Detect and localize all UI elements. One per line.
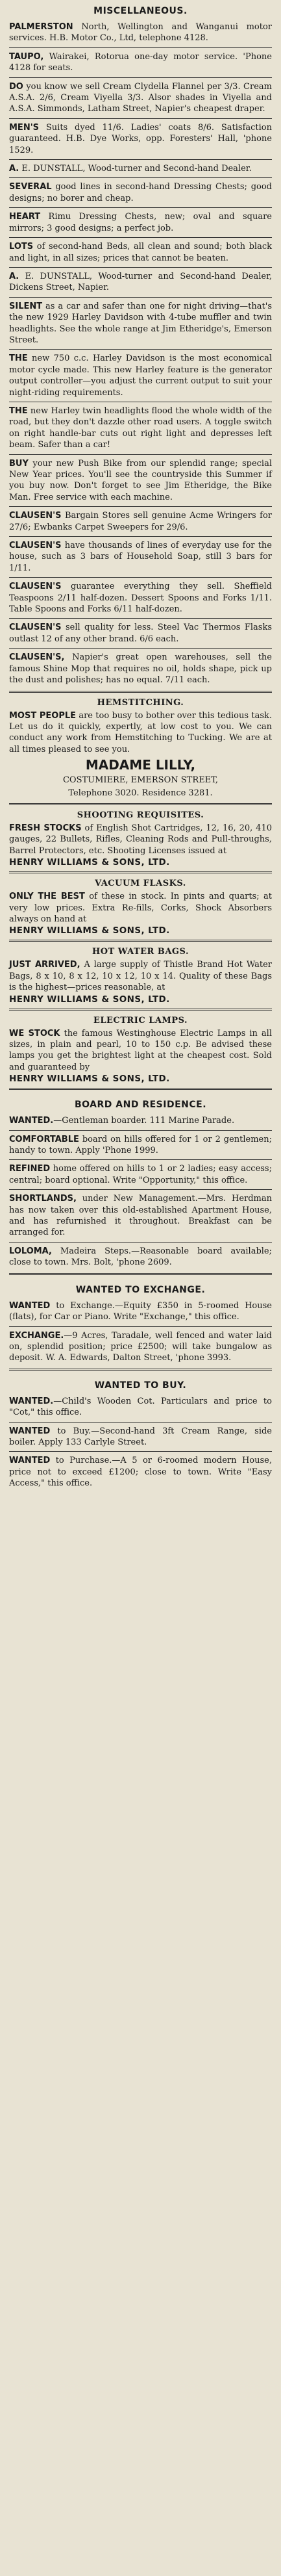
ad-text: as a car and safer than one for night driving—that's the new 1929 Harley Davidson with 4-tube muffler and twin headlights. See the whole range at Jim Etheridge's, Emerson Street. <box>9 301 272 345</box>
divider <box>9 1009 272 1011</box>
classified-ad <box>9 580 272 615</box>
ad-text: your new Push Bike from our splendid range; special New Year prices. You'll see the countryside this Summer if you buy now. Don't forget to see Jim Etheridge, the Bike Man. Free service with each machine. <box>9 458 272 502</box>
classified-ad <box>9 240 272 264</box>
divider <box>9 1273 272 1275</box>
divider <box>9 1159 272 1160</box>
advertiser-name: MADAME LILLY, <box>85 757 196 773</box>
ad-text: to Buy.—Second-hand 3ft Cream Range, side boiler. Apply 133 Carlyle Street. <box>9 1426 272 1447</box>
classified-ad <box>9 1454 272 1489</box>
divider <box>9 454 272 455</box>
divider <box>9 691 272 693</box>
ad-lead: REFINED <box>9 1164 51 1174</box>
classified-ad <box>9 1395 272 1419</box>
divider <box>9 1088 272 1090</box>
divider <box>9 1326 272 1327</box>
classified-ad <box>9 1300 272 1324</box>
ad-text: new 750 c.c. Harley Davidson is the most economical motor cycle made. This new Harley feature is the generator output controller—you adjust the current output to suit your night-riding requirements. <box>9 354 272 398</box>
classified-ad <box>9 162 272 175</box>
section-heading-wanted-to-buy: WANTED TO BUY. <box>94 1380 187 1391</box>
advertiser-signature: HENRY WILLIAMS & SONS, LTD. <box>9 925 170 936</box>
ad-text: guarantee everything they sell. Sheffield Teaspoons 2/11 half-dozen. Dessert Spoons and Forks 1/11. Table Spoons and Forks 6/11 half-dozen. <box>9 582 272 615</box>
advertiser-signature: HENRY WILLIAMS & SONS, LTD. <box>9 994 170 1005</box>
ad-lead: PALMERSTON <box>9 22 73 32</box>
advertiser-signature: HENRY WILLIAMS & SONS, LTD. <box>9 1074 170 1085</box>
ad-lead: WANTED <box>9 1426 51 1436</box>
ad-lead: FRESH STOCKS <box>9 823 82 833</box>
newspaper-column <box>8 0 273 2576</box>
classified-ad <box>9 211 272 235</box>
ad-lead: LOLOMA, <box>9 1246 52 1256</box>
divider <box>9 207 272 208</box>
divider <box>9 349 272 350</box>
ad-lead: WANTED <box>9 1456 51 1466</box>
divider <box>9 648 272 649</box>
ad-lead: WE STOCK <box>9 1028 60 1038</box>
classified-ad <box>9 181 272 205</box>
ad-text: new Harley twin headlights flood the whole width of the road, but they don't dazzle other road users. A toggle switch on right handle-bar cuts out right light and depresses left beam. Safer than a car! <box>9 406 272 450</box>
classified-ad <box>9 21 272 45</box>
divider <box>9 803 272 805</box>
classified-ad <box>9 1114 272 1127</box>
waterbags-ad <box>9 959 272 994</box>
ad-text: North, Wellington and Wanganui motor services. H.B. Motor Co., Ltd, telephone 4128. <box>9 22 272 44</box>
ad-lead: THE <box>9 406 28 416</box>
advertiser-phones: Telephone 3020. Residence 3281. <box>68 788 213 798</box>
classified-ad <box>9 122 272 157</box>
ad-text: —Child's Wooden Cot. Particulars and price to "Cot," this office. <box>9 1396 272 1418</box>
section-heading-miscellaneous: MISCELLANEOUS. <box>93 6 188 16</box>
ad-lead: EXCHANGE. <box>9 1330 64 1341</box>
ad-lead: CLAUSEN'S <box>9 582 62 592</box>
ad-lead: TAUPO, <box>9 51 44 62</box>
ad-lead: WANTED. <box>9 1396 54 1406</box>
divider <box>9 1242 272 1243</box>
advertiser-signature: HENRY WILLIAMS & SONS, LTD. <box>9 857 170 868</box>
hemstitching-heading: HEMSTITCHING. <box>97 697 184 708</box>
ad-text: of these in stock. In pints and quarts; at very low prices. Extra Re-fills, Corks, Shock Absorbers always on hand at <box>9 892 272 924</box>
advertiser-address: COSTUMIERE, EMERSON STREET, <box>62 775 218 786</box>
shooting-heading: SHOOTING REQUISITES. <box>77 810 204 820</box>
ad-text: sell quality for less. Steel Vac Thermos Flasks outlast 12 of any other brand. 6/6 each. <box>9 623 272 644</box>
classified-ad <box>9 81 272 116</box>
ad-text: Napier's great open warehouses, sell the famous Shine Mop that requires no oil, holds shape, pick up the dust and polishes; has no equal. 7/11 each. <box>9 652 272 686</box>
classified-ad <box>9 621 272 645</box>
ad-lead: CLAUSEN'S <box>9 623 62 633</box>
hemstitching-ad <box>9 710 272 756</box>
divider <box>9 1422 272 1423</box>
ad-lead: CLAUSEN'S <box>9 511 62 521</box>
classified-ad <box>9 1425 272 1449</box>
classified-ad <box>9 1245 272 1269</box>
ad-text: under New Management.—Mrs. Herdman has now taken over this old-established Apartment House, and has refurnished it throughout. Breakfast can be arranged for. <box>9 1194 272 1238</box>
ad-text: board on hills offered for 1 or 2 gentlemen; handy to town. Apply 'Phone 1999. <box>9 1134 272 1156</box>
ad-text: Rimu Dressing Chests, new; oval and square mirrors; 3 good designs; a perfect job. <box>9 212 272 233</box>
classified-ad <box>9 1330 272 1365</box>
classified-ad <box>9 1192 272 1239</box>
ad-text: to Exchange.—Equity £350 in 5-roomed House (flats), for Car or Piano. Write "Exchange," this office. <box>9 1300 272 1322</box>
ad-lead: JUST ARRIVED, <box>9 960 80 970</box>
divider <box>9 237 272 238</box>
ad-text: Wairakei, Rotorua one-day motor service. 'Phone 4128 for seats. <box>9 51 272 73</box>
ad-lead: HEART <box>9 212 41 222</box>
ad-text: home offered on hills to 1 or 2 ladies; easy access; central; board optional. Write "Opportunity," this office. <box>9 1164 272 1185</box>
divider <box>9 577 272 578</box>
ad-text: A large supply of Thistle Brand Hot Water Bags, 8 x 10, 8 x 12, 10 x 12, 10 x 14. Quality of these Bags is the highest—prices reasonable, at <box>9 960 272 993</box>
ad-lead: COMFORTABLE <box>9 1134 79 1144</box>
divider <box>9 506 272 507</box>
shooting-ad <box>9 822 272 857</box>
classified-ad <box>9 1133 272 1157</box>
waterbags-heading: HOT WATER BAGS. <box>92 947 189 957</box>
ad-text: good lines in second-hand Dressing Chests; good designs; no borer and cheap. <box>9 182 272 203</box>
ad-lead: LOTS <box>9 242 34 252</box>
ad-lead: BUY <box>9 458 29 469</box>
classified-ad <box>9 405 272 452</box>
ad-text: Madeira Steps.—Reasonable board available; close to town. Mrs. Bolt, 'phone 2609. <box>9 1246 272 1268</box>
classified-ad <box>9 651 272 686</box>
divider <box>9 940 272 942</box>
divider <box>9 177 272 178</box>
lamps-ad <box>9 1027 272 1074</box>
ad-text: Suits dyed 11/6. Ladies' coats 8/6. Satisfaction guaranteed. H.B. Dye Works, opp. Foresters' Hall, 'phone 1529. <box>9 122 272 155</box>
divider <box>9 118 272 119</box>
ad-lead: CLAUSEN'S, <box>9 652 65 663</box>
ad-lead: A. <box>9 271 19 281</box>
classified-ad <box>9 352 272 399</box>
classified-ad <box>9 539 272 574</box>
divider <box>9 536 272 537</box>
section-heading-board: BOARD AND RESIDENCE. <box>74 1100 207 1111</box>
divider <box>9 77 272 78</box>
ad-lead: SHORTLANDS, <box>9 1194 77 1204</box>
divider <box>9 267 272 268</box>
ad-text: of English Shot Cartridges, 12, 16, 20, 410 gauges, 22 Bullets, Rifles, Cleaning Rods and Pull-throughs, Barrel Protectors, etc. Shooting Licenses issued at <box>9 823 272 856</box>
divider <box>9 1189 272 1190</box>
classified-ad <box>9 270 272 294</box>
classified-ad <box>9 457 272 504</box>
ad-text: to Purchase.—A 5 or 6-roomed modern House, price not to exceed £1200; close to town. Write "Easy Access," this office. <box>9 1456 272 1489</box>
ad-lead: MOST PEOPLE <box>9 710 77 721</box>
classified-ad <box>9 300 272 347</box>
ad-text: Bargain Stores sell genuine Acme Wringers for 27/6; Ewbanks Carpet Sweepers for 29/6. <box>9 511 272 532</box>
ad-text: have thousands of lines of everyday use for the house, such as 3 bars of Household Soap, still 3 bars for 1/11. <box>9 541 272 573</box>
ad-lead: SILENT <box>9 301 43 311</box>
divider <box>9 1369 272 1371</box>
classified-ad <box>9 1163 272 1187</box>
divider <box>9 297 272 298</box>
divider <box>9 1130 272 1131</box>
ad-lead: WANTED <box>9 1300 51 1311</box>
flasks-heading: VACUUM FLASKS. <box>95 879 186 889</box>
ad-lead: ONLY THE BEST <box>9 892 85 902</box>
lamps-heading: ELECTRIC LAMPS. <box>93 1015 188 1025</box>
ad-text: E. DUNSTALL, Wood-turner and Second-hand Dealer, Dickens Street, Napier. <box>9 271 272 293</box>
ad-text: E. DUNSTALL, Wood-turner and Second-hand Dealer. <box>19 164 252 174</box>
ad-lead: CLAUSEN'S <box>9 541 62 551</box>
divider <box>9 159 272 160</box>
section-heading-exchange: WANTED TO EXCHANGE. <box>75 1284 206 1295</box>
ad-text: the famous Westinghouse Electric Lamps in all sizes, in plain and pearl, 10 to 150 c.p. Be advised these lamps you get the brightest light at the cheapest cost. Sold and guaranteed by <box>9 1028 272 1072</box>
ad-text: of second-hand Beds, all clean and sound; both black and light, in all sizes; prices that cannot be beaten. <box>9 242 272 263</box>
ad-lead: THE <box>9 354 28 364</box>
ad-lead: SEVERAL <box>9 182 52 192</box>
divider <box>9 618 272 619</box>
ad-lead: MEN'S <box>9 122 40 133</box>
ad-text: are too busy to bother over this tedious task. Let us do it quickly, expertly, at low cost to you. We can conduct any work from Hemstitching to Tucking. We are at all times pleased to see you. <box>9 710 272 754</box>
ad-lead: WANTED. <box>9 1116 54 1126</box>
divider <box>9 47 272 48</box>
classified-ad <box>9 509 272 534</box>
classified-ad <box>9 51 272 75</box>
ad-text: —9 Acres, Taradale, well fenced and water laid on, splendid position; price £2500; will take bungalow as deposit. W. A. Edwards, Dalton Street, 'phone 3993. <box>9 1330 272 1363</box>
divider <box>9 871 272 873</box>
ad-lead: A. <box>9 164 19 174</box>
ad-text: —Gentleman boarder. 111 Marine Parade. <box>53 1116 235 1126</box>
divider <box>9 1451 272 1452</box>
flasks-ad <box>9 890 272 925</box>
ad-lead: DO <box>9 81 23 92</box>
ad-text: you know we sell Cream Clydella Flannel per 3/3. Cream A.S.A. 2/6, Cream Viyella 3/3. Alsor shades in Viyella and A.S.A. Simmonds, Latham Street, Napier's cheapest draper. <box>9 81 272 114</box>
